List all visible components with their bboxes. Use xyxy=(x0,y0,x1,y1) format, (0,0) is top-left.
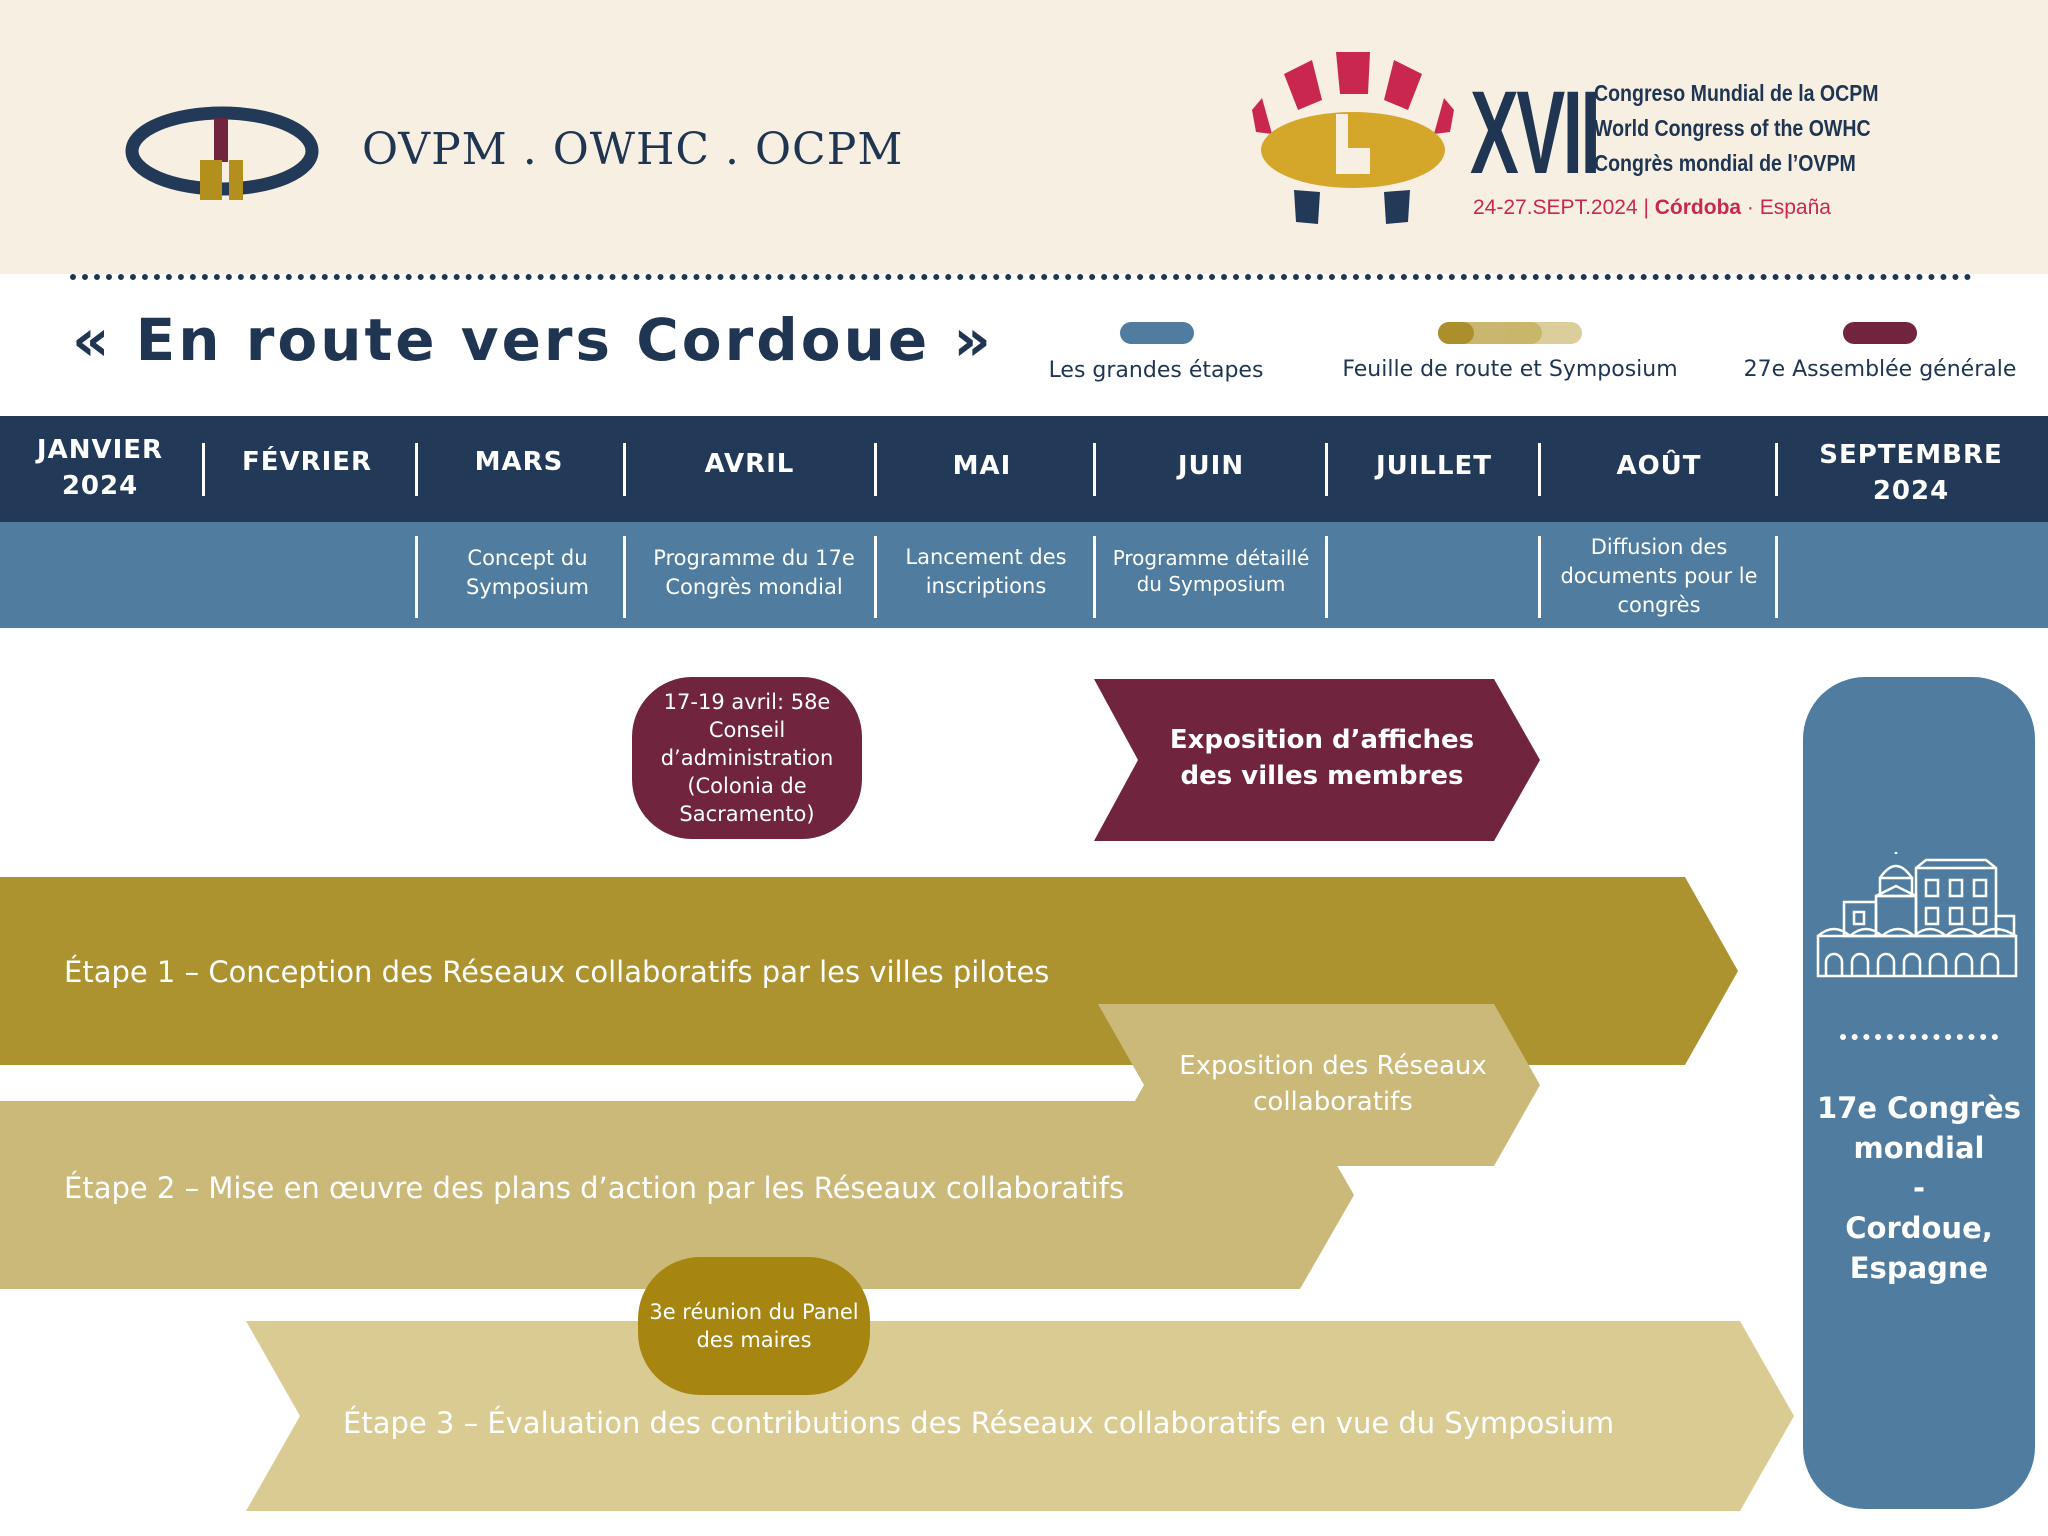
congress-title-fr: Congrès mondial de l’OVPM xyxy=(1594,150,1856,176)
congress-box-line3: Cordoue, xyxy=(1845,1211,1993,1245)
congress-box-dash: - xyxy=(1912,1171,1926,1205)
dotted-divider xyxy=(70,274,1972,280)
milestone-separator xyxy=(874,536,877,618)
panel-text: 3e réunion du Panel des maires xyxy=(649,1300,859,1352)
legend-swatch-etapes xyxy=(1120,322,1194,344)
conseil-text: 17-19 avril: 58e Conseil d’administration (Colonia de Sacramento) xyxy=(660,690,834,826)
milestone-separator xyxy=(1538,536,1541,618)
month-septembre: SEPTEMBRE 2024 xyxy=(1819,440,2003,506)
congress-box-line1: 17e Congrès xyxy=(1817,1091,2021,1125)
congress-box-line2: mondial xyxy=(1853,1131,1985,1165)
legend-swatch-assemblee xyxy=(1843,322,1917,344)
month-separator xyxy=(1538,443,1541,496)
month-separator xyxy=(623,443,626,496)
month-aout: AOÛT xyxy=(1616,451,1702,481)
cordoba-building-icon xyxy=(1814,852,2020,980)
congress-date-separator: | xyxy=(1637,196,1655,219)
congress-country: · España xyxy=(1741,196,1831,219)
stage-1-label: Étape 1 – Conception des Réseaux collaboratifs par les villes pilotes xyxy=(64,955,1050,989)
congress-city: Córdoba xyxy=(1654,196,1742,219)
month-juin: JUIN xyxy=(1177,451,1245,481)
congress-title-en: World Congress of the OWHC xyxy=(1594,115,1871,141)
month-separator xyxy=(415,443,418,496)
panel-pill xyxy=(638,1257,870,1395)
month-mars: MARS xyxy=(474,447,564,477)
month-separator xyxy=(1325,443,1328,496)
affiches-text: Exposition d’affiches des villes membres xyxy=(1169,725,1475,791)
reseaux-expo-text: Exposition des Réseaux collaboratifs xyxy=(1179,1051,1487,1117)
milestone-concept-symposium: Concept du Symposium xyxy=(466,546,589,599)
congress-logo-icon xyxy=(1250,50,1456,226)
legend-label-assemblee: 27e Assemblée générale xyxy=(1743,357,2017,382)
month-separator xyxy=(1775,443,1778,496)
month-mai: MAI xyxy=(952,451,1012,481)
congress-dates: 24-27.SEPT.2024 xyxy=(1473,196,1638,219)
congress-box-line4: Espagne xyxy=(1849,1251,1989,1285)
month-separator xyxy=(874,443,877,496)
month-janvier: JANVIER 2024 xyxy=(36,435,164,501)
legend-label-feuille: Feuille de route et Symposium xyxy=(1342,357,1678,382)
milestone-lancement-inscriptions: Lancement des inscriptions xyxy=(905,545,1067,598)
stage-3-label: Étape 3 – Évaluation des contributions des Réseaux collaboratifs en vue du Symposium xyxy=(343,1406,1615,1440)
milestone-programme-symposium: Programme détaillé du Symposium xyxy=(1112,546,1310,596)
congress-title-es: Congreso Mundial de la OCPM xyxy=(1594,80,1879,106)
congress-date-location xyxy=(1473,196,1831,220)
page-title: « En route vers Cordoue » xyxy=(72,306,994,374)
owhc-logo-icon xyxy=(122,104,322,200)
stage-2-label: Étape 2 – Mise en œuvre des plans d’action par les Réseaux collaboratifs xyxy=(64,1171,1125,1205)
month-fevrier: FÉVRIER xyxy=(241,447,373,477)
congress-dotted-divider xyxy=(1840,1034,1998,1040)
month-avril: AVRIL xyxy=(704,449,795,479)
milestone-separator xyxy=(623,536,626,618)
milestone-diffusion-documents: Diffusion des documents pour le congrès xyxy=(1560,535,1758,617)
milestone-separator xyxy=(1093,536,1096,618)
milestone-separator xyxy=(415,536,418,618)
legend-label-etapes: Les grandes étapes xyxy=(1048,358,1264,383)
conseil-pill xyxy=(632,677,862,839)
milestone-separator xyxy=(1775,536,1778,618)
org-name: OVPM . OWHC . OCPM xyxy=(362,124,904,175)
month-juillet: JUILLET xyxy=(1375,451,1493,481)
milestone-separator xyxy=(1325,536,1328,618)
congress-box-text xyxy=(1803,1088,2035,1288)
legend-swatch-feuille xyxy=(1438,322,1582,344)
month-separator xyxy=(202,443,205,496)
milestone-programme-congres: Programme du 17e Congrès mondial xyxy=(653,546,855,599)
congress-numeral: XVII xyxy=(1470,67,1599,199)
month-separator xyxy=(1093,443,1096,496)
